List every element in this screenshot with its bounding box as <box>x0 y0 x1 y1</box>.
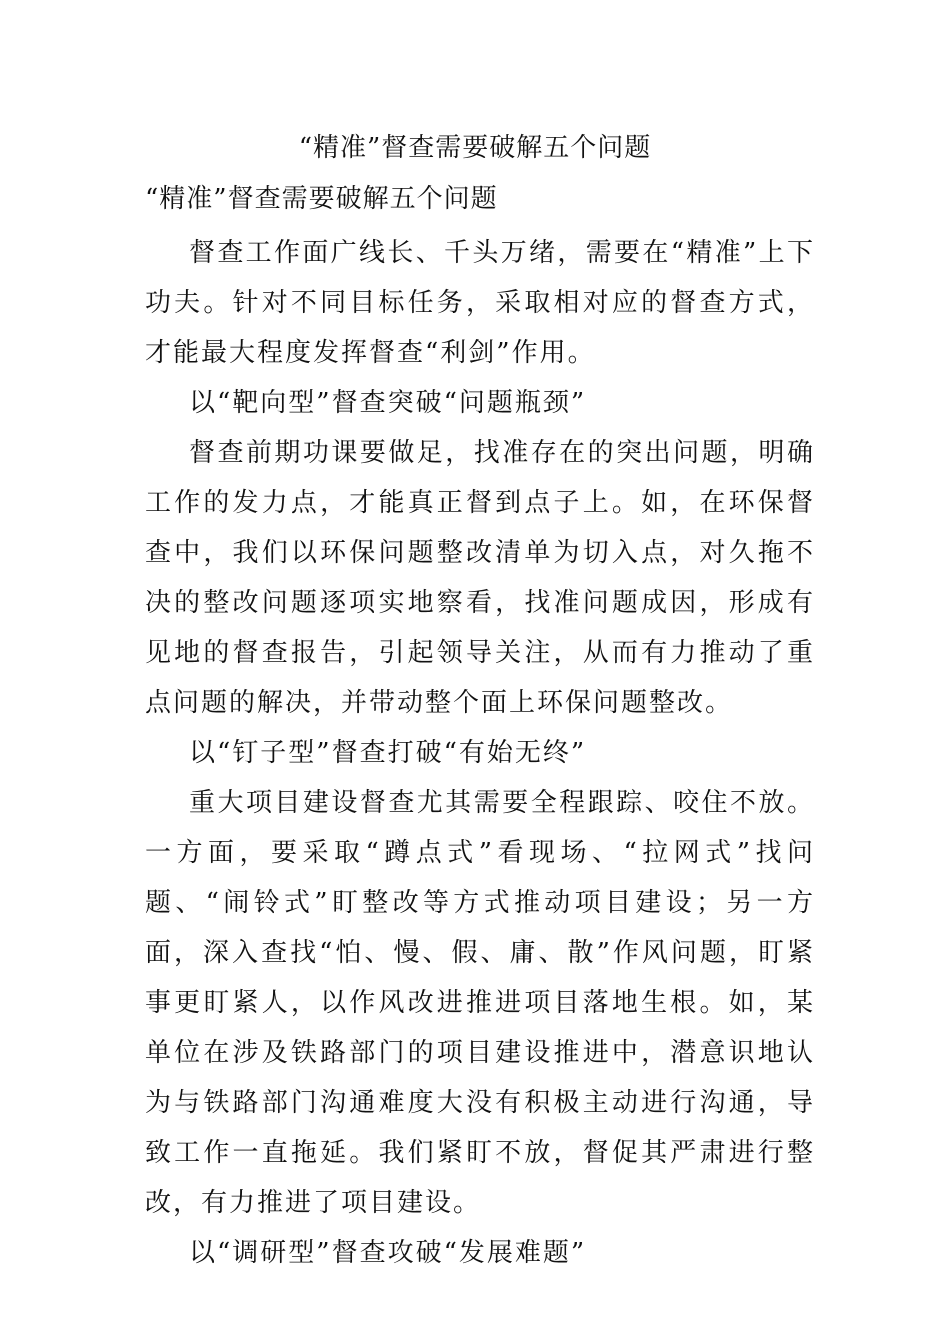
document-title: “精准”督查需要破解五个问题 <box>298 133 652 163</box>
body-paragraph-nail: 重大项目建设督查尤其需要全程跟踪、咬住不放。一方面，要采取“蹲点式”看现场、“拉网式”找问题、“闹铃式”盯整改等方式推动项目建设；另一方面，深入查找“怕、慢、假、庸、散”作风问题，盯紧事更盯紧人，以作风改进推进项目落地生根。如，某单位在涉及铁路部门的项目建设推进中，潜意识地认为与铁路部门沟通难度大没有积极主动进行沟通，导致工作一直拖延。我们紧盯不放，督促其严肃进行整改，有力推进了项目建设。 <box>145 788 815 1218</box>
subtitle-paragraph: “精准”督查需要破解五个问题 <box>145 184 498 214</box>
document-body <box>145 178 815 1278</box>
section-heading-nail: 以“钉子型”督查打破“有始无终” <box>189 738 587 768</box>
intro-paragraph: 督查工作面广线长、千头万绪，需要在“精准”上下功夫。针对不同目标任务，采取相对应的督查方式，才能最大程度发挥督查“利剑”作用。 <box>145 238 815 368</box>
section-heading-research: 以“调研型”督查攻破“发展难题” <box>189 1238 587 1268</box>
body-paragraph-targeted: 督查前期功课要做足，找准存在的突出问题，明确工作的发力点，才能真正督到点子上。如，在环保督查中，我们以环保问题整改清单为切入点，对久拖不决的整改问题逐项实地察看，找准问题成因，形成有见地的督查报告，引起领导关注，从而有力推动了重点问题的解决，并带动整个面上环保问题整改。 <box>145 438 815 718</box>
section-heading-targeted: 以“靶向型”督查突破“问题瓶颈” <box>189 388 587 418</box>
